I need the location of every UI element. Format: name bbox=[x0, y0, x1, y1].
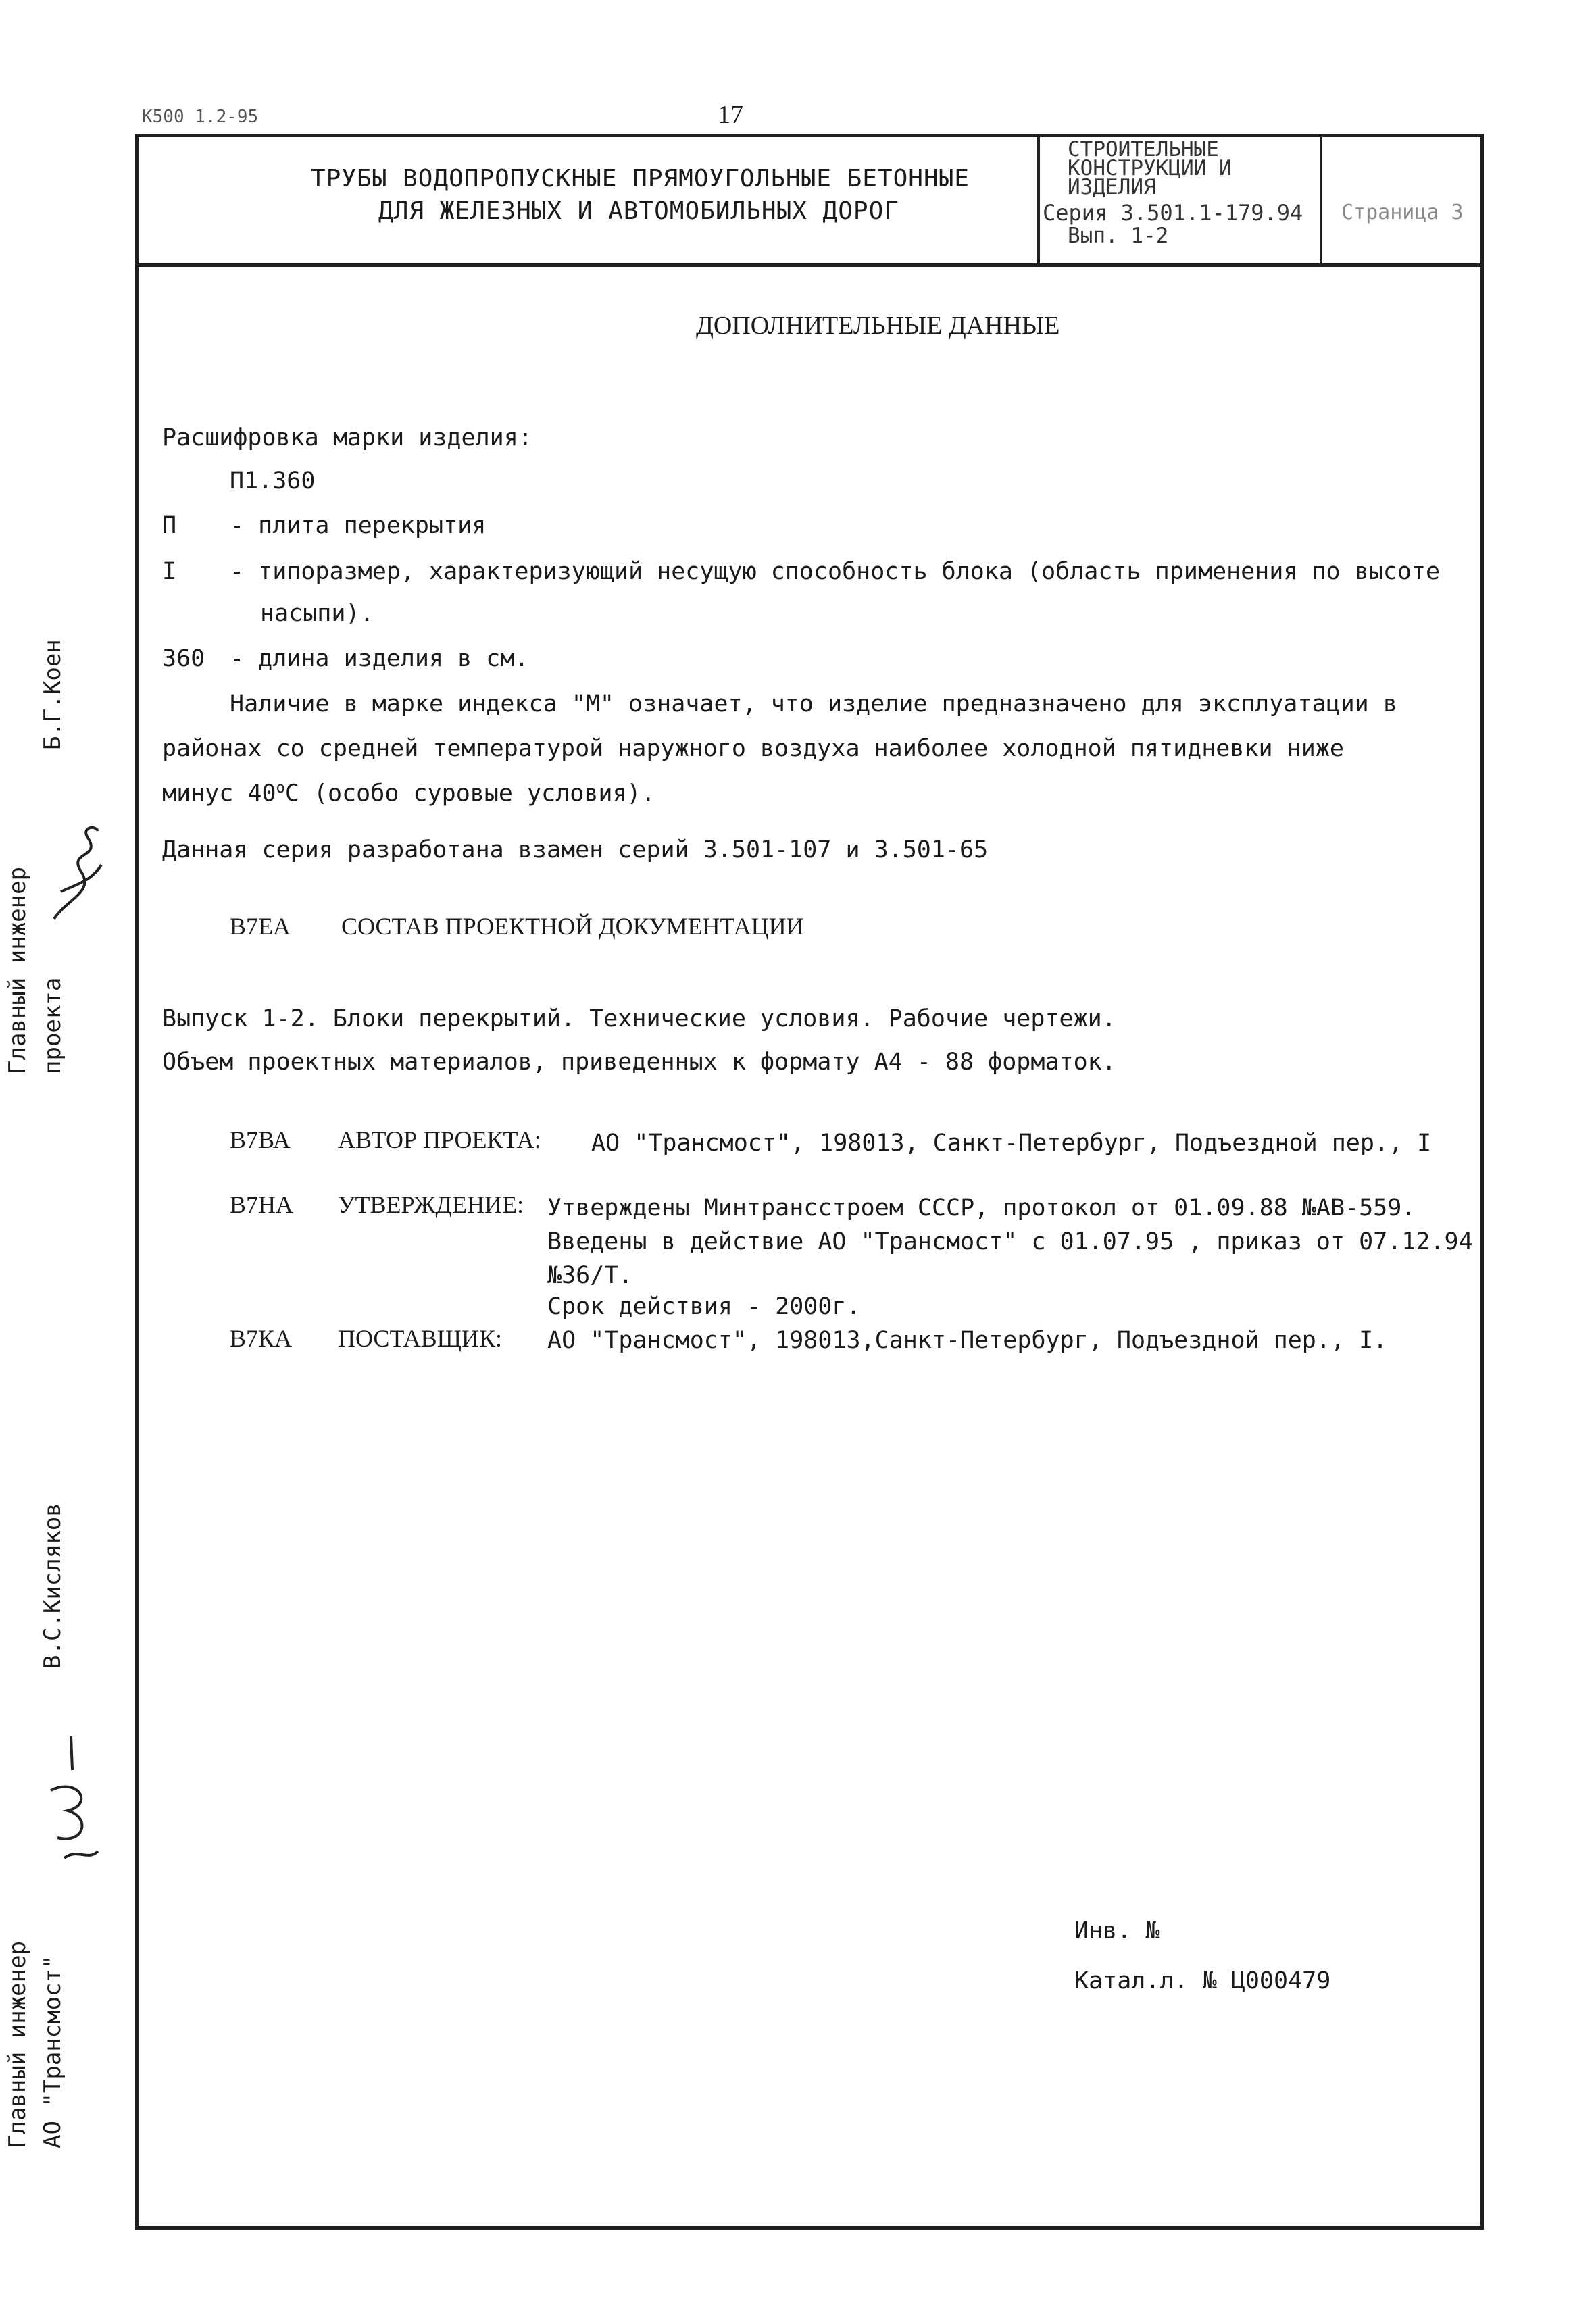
decoding-text-2-cont: насыпи). bbox=[260, 600, 374, 627]
decoding-intro: Расшифровка марки изделия: bbox=[162, 424, 532, 451]
composition-line-2: Объем проектных материалов, приведенных к формату А4 - 88 форматок. bbox=[162, 1049, 1116, 1076]
decoding-text-3: - длина изделия в см. bbox=[230, 645, 529, 672]
author-value: АО "Трансмост", 198013, Санкт-Петербург, Подъездной пер., I bbox=[591, 1130, 1432, 1157]
category-line-1: СТРОИТЕЛЬНЫЕ bbox=[1068, 137, 1219, 161]
margin-role-1-line-2: проекта bbox=[39, 977, 66, 1074]
top-left-code: К500 1.2-95 bbox=[142, 107, 259, 127]
note-line-2: районах со средней температурой наружного воздуха наиболее холодной пятидневки ниже bbox=[162, 735, 1344, 762]
approval-line-2: Введены в действие АО "Трансмост" с 01.07.95 , приказ от 07.12.94 bbox=[547, 1228, 1473, 1255]
replacement-note: Данная серия разработана взамен серий 3.501-107 и 3.501-65 bbox=[162, 836, 989, 863]
approval-code: В7НА bbox=[230, 1191, 294, 1218]
series-code: Серия 3.501.1-179.94 bbox=[1043, 200, 1303, 226]
composition-line-1: Выпуск 1-2. Блоки перекрытий. Технические условия. Рабочие чертежи. bbox=[162, 1005, 1116, 1032]
category-line-2: КОНСТРУКЦИИ И bbox=[1068, 156, 1232, 180]
approval-line-1: Утверждены Минтрансстроем СССР, протокол от 01.09.88 №АВ-559. bbox=[547, 1194, 1416, 1222]
margin-role-2-line-1: Главный инженер bbox=[4, 1940, 31, 2148]
note-line-3: минус $40^оС$ (особо суровые условия). bbox=[162, 780, 655, 807]
header-col-divider-2 bbox=[1320, 134, 1322, 266]
approval-line-3: №36/Т. bbox=[547, 1262, 633, 1289]
margin-name-2: В.С.Кисляков bbox=[39, 1503, 66, 1669]
note-line-1: Наличие в марке индекса "М" означает, что изделие предназначено для эксплуатации в bbox=[230, 690, 1397, 718]
supplier-code: В7КА bbox=[230, 1325, 293, 1352]
title-line-1: ТРУБЫ ВОДОПРОПУСКНЫЕ ПРЯМОУГОЛЬНЫЕ БЕТОННЫЕ bbox=[311, 165, 970, 193]
margin-role-1-line-1: Главный инженер bbox=[4, 866, 31, 1074]
author-label: АВТОР ПРОЕКТА: bbox=[338, 1126, 541, 1153]
header-divider bbox=[135, 263, 1484, 267]
decoding-code-3: 360 bbox=[162, 645, 205, 672]
approval-line-4: Срок действия - 2000г. bbox=[547, 1293, 861, 1320]
decoding-code-2: I bbox=[162, 558, 177, 585]
margin-name-1: Б.Г.Коен bbox=[39, 639, 66, 750]
composition-title: СОСТАВ ПРОЕКТНОЙ ДОКУМЕНТАЦИИ bbox=[341, 913, 804, 940]
composition-code: В7ЕА bbox=[230, 913, 291, 940]
issue-number: Вып. 1-2 bbox=[1068, 224, 1169, 248]
inventory-number: Инв. № bbox=[1074, 1917, 1160, 1944]
signature-2-icon bbox=[30, 1730, 111, 1865]
supplier-label: ПОСТАВЩИК: bbox=[338, 1325, 502, 1352]
section-title: ДОПОЛНИТЕЛЬНЫЕ ДАННЫЕ bbox=[696, 311, 1060, 340]
author-code: В7ВА bbox=[230, 1126, 291, 1153]
margin-role-2-line-2: АО "Трансмост" bbox=[39, 1955, 66, 2148]
decoding-code-1: П bbox=[162, 512, 177, 539]
page-number: 17 bbox=[718, 101, 743, 129]
decoding-text-1: - плита перекрытия bbox=[230, 512, 487, 539]
signature-1-icon bbox=[34, 818, 115, 932]
category-line-3: ИЗДЕЛИЯ bbox=[1068, 175, 1156, 199]
header-col-divider-1 bbox=[1037, 134, 1040, 266]
product-mark: П1.360 bbox=[230, 468, 316, 495]
decoding-text-2: - типоразмер, характеризующий несущую способность блока (область применения по высоте bbox=[230, 558, 1441, 585]
page-label: Страница 3 bbox=[1341, 201, 1464, 224]
supplier-value: АО "Трансмост", 198013,Санкт-Петербург, Подъездной пер., I. bbox=[547, 1327, 1388, 1354]
catalog-number: Катал.л. № Ц000479 bbox=[1074, 1967, 1331, 1994]
title-line-2: ДЛЯ ЖЕЛЕЗНЫХ И АВТОМОБИЛЬНЫХ ДОРОГ bbox=[378, 197, 899, 225]
approval-label: УТВЕРЖДЕНИЕ: bbox=[338, 1191, 524, 1218]
